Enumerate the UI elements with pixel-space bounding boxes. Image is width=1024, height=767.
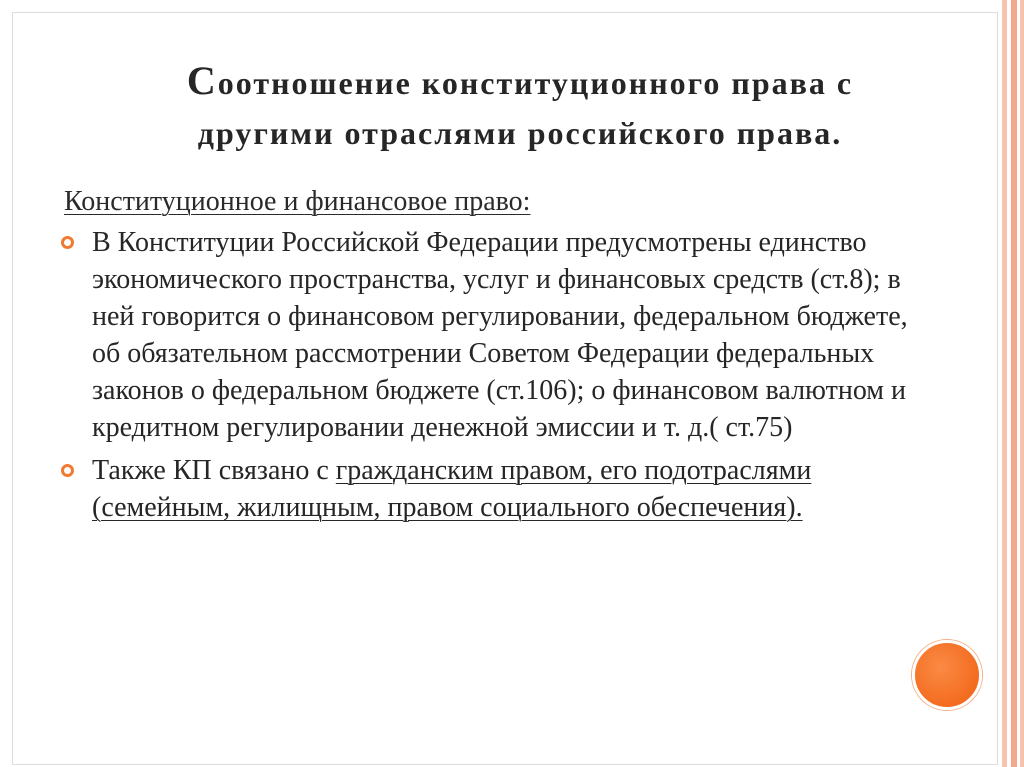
slide-title (60, 56, 980, 158)
bullet-item (60, 224, 940, 446)
orange-circle-icon (912, 640, 982, 710)
bullet-item (60, 452, 940, 526)
stripe (1020, 0, 1024, 767)
section-subtitle: Конституционное и финансовое право: (64, 186, 531, 217)
title-line-1: оотношение конституционного права с (217, 65, 854, 101)
bullet-list (60, 224, 940, 532)
orange-ring-bullet-icon (61, 236, 74, 249)
decorative-side-stripes (1002, 0, 1024, 767)
title-line-2: другими отраслями российского права. (197, 115, 843, 151)
bullet-underlined-text: гражданским правом, его подотраслями (семейным, жилищным, правом социального обеспечения). (92, 455, 812, 523)
bullet-text: В Конституции Российской Федерации предусмотрены единство экономического пространства, услуг и финансовых средств (ст.8); в ней говорится о финансовом регулировании, федеральном бюджете, об обязательном рассмотрении Советом Федерации федеральных законов о федеральном бюджете (ст.106); о финансовом валютном и кредитном регулировании денежной эмиссии и т. д.( ст.75) (92, 227, 908, 443)
bullet-text: Также КП связано с (92, 455, 336, 486)
orange-ring-bullet-icon (61, 464, 74, 477)
title-initial-capital: С (186, 58, 218, 103)
